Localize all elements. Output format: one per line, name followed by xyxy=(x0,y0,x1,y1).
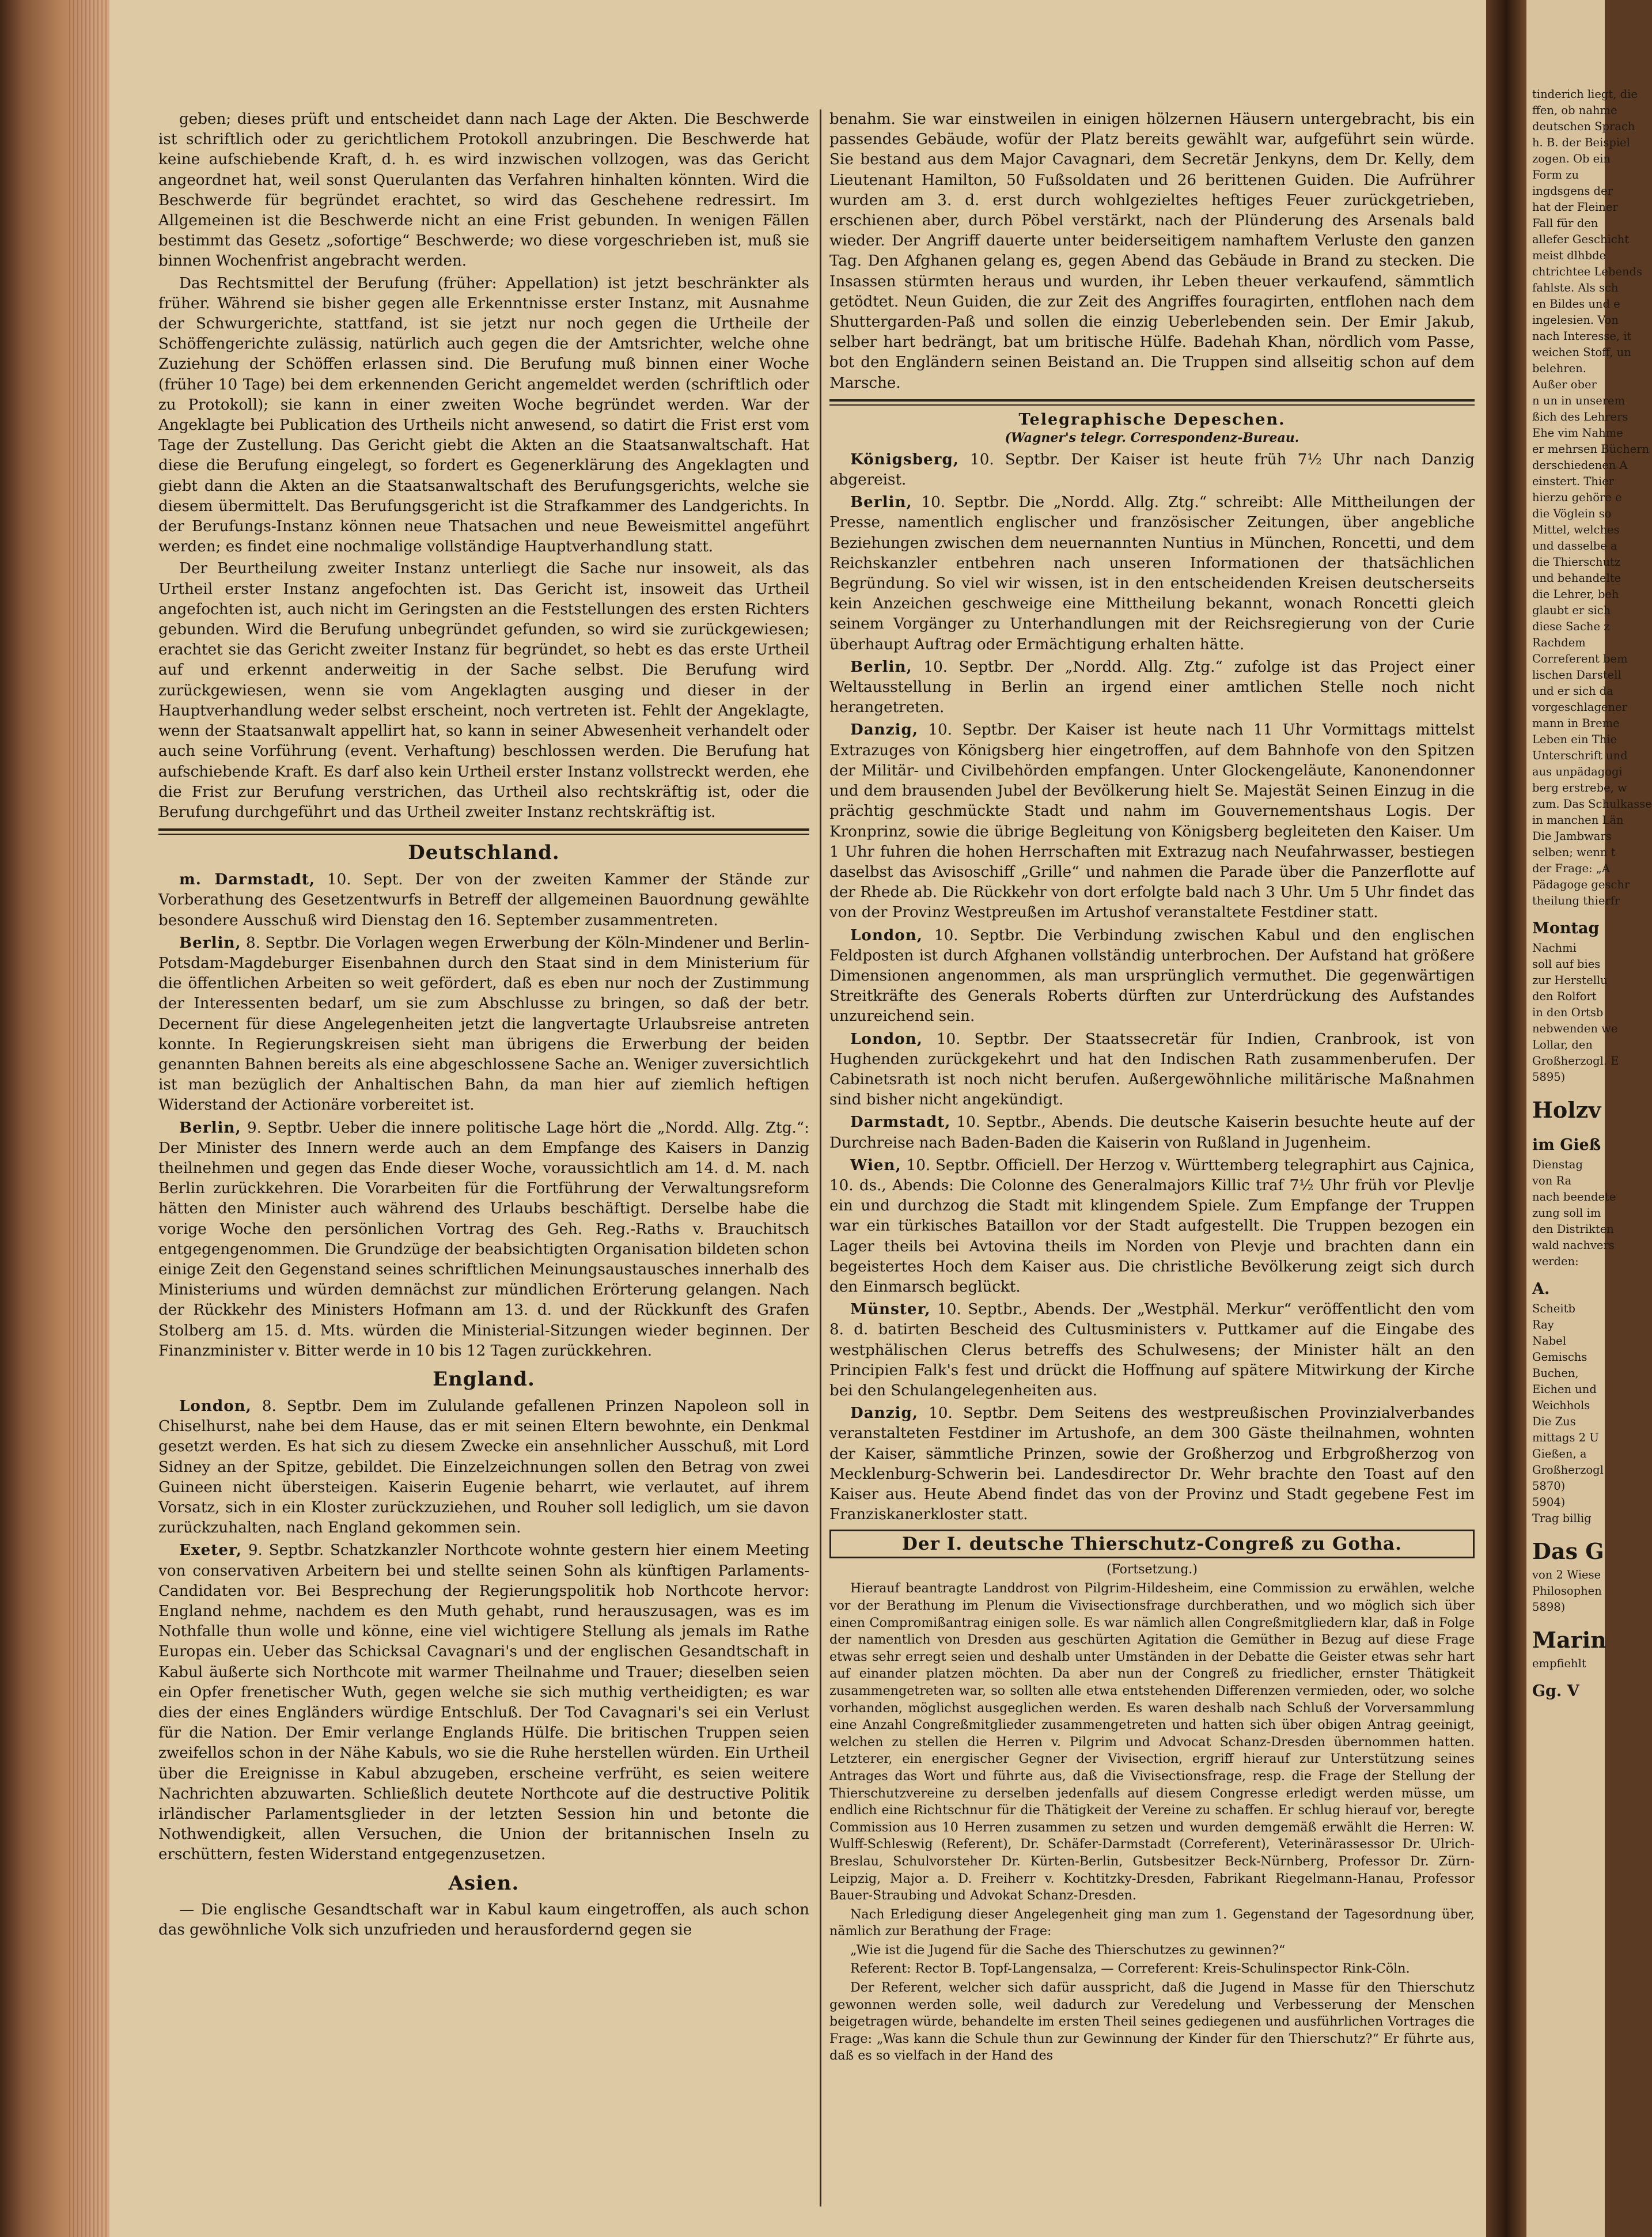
next-page-fragment: Großherzogl. E xyxy=(1532,1054,1619,1068)
dateline: London, xyxy=(179,1396,252,1415)
next-page-fragment: Großherzogl xyxy=(1532,1463,1604,1477)
next-page-fragment: hat der Fleiner xyxy=(1532,200,1618,214)
next-page-fragment: 5870) xyxy=(1532,1479,1566,1493)
next-page-fragment: Eichen und xyxy=(1532,1383,1597,1396)
next-page-fragment: Philosophen xyxy=(1532,1584,1602,1598)
news-item xyxy=(829,1029,1475,1111)
news-item xyxy=(158,1396,809,1538)
next-page-fragment: den Rolfort xyxy=(1532,990,1597,1003)
news-item xyxy=(158,1540,809,1865)
news-text: 10. Septbr. Der „Nordd. Allg. Ztg.“ zufolge ist das Project einer Weltausstellung in Berlin an irgend einer amtlichen Stelle noch nicht herangetreten. xyxy=(829,658,1475,717)
paragraph: Das Rechtsmittel der Berufung (früher: Appellation) ist jetzt beschränkter als früher. Während sie bisher gegen alle Erkenntnisse erster Instanz, mit Ausnahme der Schwurgerichte, stattfand, ist sie jetzt nur noch gegen die Urtheile der Schöffengerichte zulässig, natürlich auch gegen die der Amtsrichter, welche ohne Zuziehung der Schöffen erlassen sind. Die Berufung muß binnen einer Woche (früher 10 Tage) bei dem erkennenden Gericht angemeldet werden (schriftlich oder zu Protokoll); sie kann in einer zweiten Woche begründet werden. War der Angeklagte bei Publication des Urtheils nicht anwesend, so datirt die Frist erst vom Tage der Zustellung. Das Gericht giebt die Akten an die Staatsanwaltschaft. Hat diese die Berufung eingelegt, so fordert es Gegenerklärung des Angeklagten und giebt dann die Akten an die Staatsanwaltschaft des Berufungsgerichts, welche sie diesem übermittelt. Das Berufungsgericht ist die Strafkammer des Landgerichts. In der Berufungs-Instanz können neue Thatsachen und neue Beweismittel angeführt werden; es findet eine nochmalige vollständige Hauptverhandlung statt. xyxy=(158,274,809,556)
next-page-fragment: von Ra xyxy=(1532,1174,1572,1187)
next-page-fragment: Form zu xyxy=(1532,168,1579,181)
news-item xyxy=(829,1112,1475,1153)
telegraph-dispatches xyxy=(829,449,1475,1526)
next-page-fragment: Das G xyxy=(1532,1538,1604,1564)
next-page-fragment: A. xyxy=(1532,1280,1550,1298)
news-text: 10. Septbr. Officiell. Der Herzog v. Württemberg telegraphirt aus Cajnica, 10. ds., Abends: Die Colonne des Generalmajors Killic traf 7½ Uhr früh vor Plevlje ein und durchzog die Stadt mit klingendem Spiele. Zum Empfange der Truppen war ein türkisches Bataillon vor der Stadt aufgestellt. Die Truppen bezogen ein Lager theils bei Avtovina theils im Norden von Plevje und brachten dann ein begeistertes Hoch dem Kaiser aus. Die christliche Bevölkerung zeigt sich durch den Einmarsch beglückt. xyxy=(829,1156,1475,1296)
next-page-fragment: Marin xyxy=(1532,1627,1606,1653)
next-page-fragment: Die Zus xyxy=(1532,1415,1576,1428)
next-page-fragment: Montag xyxy=(1532,919,1600,937)
next-page-fragment: chtrichtee Lebends xyxy=(1532,265,1643,278)
next-page-fragment: mittags 2 U xyxy=(1532,1431,1599,1444)
next-page-fragment: er mehrsen Büchern xyxy=(1532,442,1650,456)
next-page-fragment: nebwenden we xyxy=(1532,1022,1618,1035)
next-page-fragment: nach Interesse, it xyxy=(1532,330,1632,343)
next-page-fragment: und er sich da xyxy=(1532,684,1613,698)
deutschland-news xyxy=(158,869,809,1361)
news-item xyxy=(829,720,1475,923)
news-text: 10. Septbr. Der Kaiser ist heute nach 11 Uhr Vormittags mittelst Extrazuges von Königsberg hier eingetroffen, auf dem Bahnhofe von den Spitzen der Militär- und Civilbehörden empfangen. Unter Glockengeläute, Kanonendonner und dem brausenden Jubel der Bevölkerung hielt Se. Majestät Seinen Einzug in die prächtig geschmückte Stadt und nahm im Gouvernementshaus Logis. Der Kronprinz, sowie die übrige Begleitung von Königsberg begleiteten den Kaiser. Um 1 Uhr fuhren die hohen Herrschaften mit Extrazug nach Neufahrwasser, bestiegen daselbst das Avisoschiff „Grille“ und nahmen die Parade über die Panzerflotte auf der Rhede ab. Die Rückkehr von dort erfolgte bald nach 3 Uhr. Um 5 Uhr findet das von der Provinz Westpreußen im Artushof veranstaltete Festdiner statt. xyxy=(829,721,1475,922)
next-page-fragment: Weichhols xyxy=(1532,1399,1590,1412)
next-page-fragment: werden: xyxy=(1532,1255,1579,1268)
section-rule xyxy=(158,828,809,835)
paragraph: Der Referent, welcher sich dafür ausspricht, daß die Jugend in Masse für den Thierschutz gewonnen werden solle, weil dadurch zur Veredelung und Verbesserung der Menschen beigetragen würde, behandelte im ersten Theil seines gediegenen und ausführlichen Vortrages die Frage: „Was kann die Schule thun zur Gewinnung der Kinder für den Thierschutz?“ Er führte aus, daß es so vielfach in der Hand des xyxy=(829,1980,1475,2064)
telegraph-subheading: (Wagner's telegr. Correspondenz-Bureau. xyxy=(1005,430,1299,445)
next-page-fragment: soll auf bies xyxy=(1532,957,1601,971)
news-text: 10. Septbr. Die Verbindung zwischen Kabul und den englischen Feldposten ist durch Afghanen vollständig unterbrochen. Der Aufstand hat größere Dimensionen angenommen, als man ursprünglich vermuthet. Die gegenwärtigen Streitkräfte des Generals Roberts dürften zur Unterdrückung des Aufstandes unzureichend sein. xyxy=(829,926,1475,1025)
next-page-fragment: theilung thierfr xyxy=(1532,894,1620,907)
next-page-fragment: zung soll im xyxy=(1532,1206,1601,1220)
dateline: London, xyxy=(850,926,923,944)
dateline: Berlin, xyxy=(179,1118,241,1137)
news-item xyxy=(829,1299,1475,1401)
next-page-fragment: 5904) xyxy=(1532,1496,1566,1509)
next-page-fragment: Gießen, a xyxy=(1532,1447,1587,1460)
next-page-fragment: Gemischs xyxy=(1532,1350,1587,1364)
next-page-fragment: Ehe vim Nahme xyxy=(1532,426,1623,440)
news-item xyxy=(158,933,809,1116)
asien-continuation: benahm. Sie war einstweilen in einigen hölzernen Häusern untergebracht, bis ein passendes Gebäude, wofür der Platz bereits gewählt war, aufgeführt sein würde. Sie bestand aus dem Major Cavagnari, dem Secretär Jenkyns, dem Dr. Kelly, dem Lieutenant Hamilton, 50 Fußsoldaten und 26 berittenen Guiden. Die Aufrührer wurden am 3. d. erst durch wohlgezieltes heftiges Feuer zurückgetrieben, erschienen aber, durch Pöbel verstärkt, nach der Plünderung des Arsenals bald wieder. Der Angriff dauerte unter beiderseitigem namhaftem Verluste den ganzen Tag. Den Afghanen gelang es, gegen Abend das Gebäude in Brand zu stecken. Die Insassen stürmten heraus und wurden, ihr Leben theuer verkaufend, sämmtlich getödtet. Neun Guiden, die zur Zeit des Angriffes fouragirten, entflohen nach dem Shuttergarden-Paß und sollen die einzig Ueberlebenden sein. Der Emir Jakub, selber hart bedrängt, bat um britische Hülfe. Badehah Khan, nördlich vom Passe, bot den Engländern seinen Beistand an. Die Truppen sind allseitig schon auf dem Marsche. xyxy=(829,111,1475,392)
next-page-fragment: Nabel xyxy=(1532,1334,1566,1348)
next-page-fragment: selben; wenn t xyxy=(1532,846,1616,859)
next-page-fragment: in manchen Län xyxy=(1532,813,1624,827)
next-page-fragment: Trag billig xyxy=(1532,1512,1592,1525)
section-rule xyxy=(829,399,1475,406)
next-page-fragment: zur Herstellu xyxy=(1532,974,1608,987)
next-page-fragment: allefer Geschicht xyxy=(1532,233,1630,246)
next-page-fragment: wald nachvers xyxy=(1532,1239,1615,1252)
next-page-fragment: einstert. Thier xyxy=(1532,475,1614,488)
dateline: Wien, xyxy=(850,1156,901,1174)
next-page-fragment: lischen Darstell xyxy=(1532,668,1621,682)
news-text: 10. Septbr. Dem Seitens des westpreußischen Provinzialverbandes veranstalteten Festdiner im Artushofe, an dem 300 Gäste theilnahmen, wohnten der Kaiser, sämmtliche Prinzen, sowie der Großherzog und Erbgroßherzog von Mecklenburg-Schwerin bei. Landesdirector Dr. Wehr brachte den Toast auf den Kaiser aus. Heute Abend findet das von der Provinz und Stadt gegebene Fest im Franziskanerkloster statt. xyxy=(829,1405,1475,1524)
next-page-fragment: und behandelte xyxy=(1532,571,1621,585)
next-page-fragment: meist dlhbde xyxy=(1532,249,1606,262)
law-article-continuation xyxy=(158,109,809,823)
news-text: 10. Sept. Der von der zweiten Kammer der Stände zur Vorberathung des Gesetzentwurfs in Betreff der allgemeinen Bauordnung gewählte besondere Ausschuß wird Dienstag den 16. September zusammentreten. xyxy=(158,871,809,929)
news-text: 9. Septbr. Schatzkanzler Northcote wohnte gestern hier einem Meeting von conservativen Arbeitern bei und stellte seinen Sohn als künftigen Parlaments-Candidaten vor. Bei Besprechung der Regierungspolitik hob Northcote hervor: England nehme, nachdem es den Muth gehabt, rund herauszusagen, was es im Nothfalle thun wolle und könne, eine viel wichtigere Stellung als jemals im Rathe Europas ein. Ueber das Schicksal Cavagnari's und der englischen Gesandtschaft in Kabul äußerte sich Northcote mit warmer Theilnahme und Trauer; dieselben seien ein Opfer frenetischer Wuth, gegen welche sie sich muthig vertheidigten; es war dies der eines Engländers würdige Entschluß. Der Tod Cavagnari's sei ein Verlust für die Nation. Der Emir verlange Englands Hülfe. Die britischen Truppen seien zweifellos schon in der Nähe Kabuls, wo sie die Ruhe herstellen würden. Ein Urtheil über die Ereignisse in Kabul abzugeben, erscheine verfrüht, es seien weitere Nachrichten abzuwarten. Schließlich deutete Northcote auf die destructive Politik irländischer Parlamentsglieder in der letzten Session hin und betonte die Nothwendigkeit, allen Versuchen, die Union der britannischen Inseln zu erschüttern, festen Widerstand entgegenzusetzen. xyxy=(158,1542,809,1864)
section-heading-deutschland: Deutschland. xyxy=(408,841,560,865)
continuation-note: (Fortsetzung.) xyxy=(1107,1562,1198,1577)
section-heading-england: England. xyxy=(433,1367,535,1391)
next-page-fragment: zum. Das Schulkasse xyxy=(1532,797,1652,811)
next-page-fragment: der Frage: „A xyxy=(1532,862,1610,875)
dateline: Exeter, xyxy=(179,1541,242,1560)
next-page-fragment: Rachdem xyxy=(1532,636,1586,649)
next-page-fragment: ßich des Lehrers xyxy=(1532,410,1628,423)
next-page-fragment: Holzv xyxy=(1532,1097,1601,1123)
next-page-fragment: zogen. Ob ein xyxy=(1532,152,1611,165)
next-page-edge xyxy=(1526,0,1652,2237)
next-page-fragment: Mittel, welches xyxy=(1532,523,1620,536)
paragraph: Nach Erledigung dieser Angelegenheit ging man zum 1. Gegenstand der Tagesordnung über, nämlich zur Berathung der Frage: xyxy=(829,1906,1475,1939)
next-page-fragment: den Distrikten xyxy=(1532,1222,1614,1236)
news-text: 10. Septbr., Abends. Die deutsche Kaiserin besuchte heute auf der Durchreise nach Baden-Baden die Kaiserin von Rußland in Jugenheim. xyxy=(829,1114,1475,1152)
next-page-fragment: ingelesien. Von xyxy=(1532,313,1619,327)
news-text: 8. Septbr. Die Vorlagen wegen Erwerbung der Köln-Mindener und Berlin-Potsdam-Magdeburger Eisenbahnen durch den Staat sind in dem Ministerium für die öffentlichen Arbeiten so weit gefördert, daß es eben nur noch der Zustimmung der Interessenten bedarf, um sie zum Abschlusse zu bringen, so daß der betr. Decernent für diese Angelegenheiten jetzt die langvertagte Urlaubsreise antreten konnte. In Regierungskreisen sieht man übrigens die Erwerbung der beiden genannten Bahnen bereits als eine abgeschlossene Sache an. Weniger zuversichtlich ist man bezüglich der Anhaltischen Bahn, da man hier auf ziemlich heftigen Widerstand der Actionäre vorbereitet ist. xyxy=(158,934,809,1114)
news-text: 10. Septbr. Der Staatssecretär für Indien, Cranbrook, ist von Hughenden zurückgekehrt und hat den Indischen Rath zusammenberufen. Der Cabinetsrath ist noch nicht berufen. Außergewöhnliche militärische Maßnahmen sind bisher nicht angekündigt. xyxy=(829,1030,1475,1109)
paragraph: Hierauf beantragte Landdrost von Pilgrim-Hildesheim, eine Commission zu erwählen, welche vor der Berathung im Plenum die Vivisectionsfrage durchberathen, und wo möglich sich über einen Compromißantrag einigen solle. Es war nämlich allen Congreßmitgliedern klar, daß in Folge der namentlich von Dresden aus geschürten Agitation die Gemüther in Bezug auf diese Frage etwas sehr erregt seien und deshalb unter Umständen in der Debatte die Geister etwas sehr hart auf einander platzen möchten. Da aber nun der Congreß zu friedlicher, ernster Thätigkeit zusammengetreten war, so sollten alle etwa entstehenden Differenzen vermieden, oder, wo solche vorhanden, möglichst ausgeglichen werden. Es waren deshalb nach Schluß der Vorversammlung eine Anzahl Congreßmitglieder zusammengetreten und hatten sich über obigen Antrag geeinigt, welchen zu stellen die Herren v. Pilgrim und Advocat Schanz-Dresden übernommen hatten. Letzterer, ein energischer Gegner der Vivisection, ergriff hierauf zur Unterstützung seines Antrages das Wort und führte aus, daß die Vivisectionsfrage, resp. die Frage der Stellung der Thierschutzvereine zu derselben jedenfalls auf diesem Congresse erledigt werden müsse, um endlich eine Richtschnur für die Thätigkeit der Vereine zu schaffen. Er schlug hierauf vor, beregte Commission aus 10 Herren zusammen zu setzen und wurden demgemäß erwählt die Herren: W. Wulff-Schleswig (Referent), Dr. Schäfer-Darmstadt (Correferent), Veterinärassessor Dr. Ulrich-Breslau, Schulvorsteher Dr. Kürten-Berlin, Gutsbesitzer Beck-Nürnberg, Professor Dr. Zürn-Leipzig, Major a. D. Freiherr v. Kochtitzky-Dresden, Fabrikant Riegelmann-Hanau, Professor Bauer-Straubing und Advokat Schanz-Dresden. xyxy=(829,1581,1475,1903)
column-rule xyxy=(820,109,821,2206)
next-page-fragment: im Gieß xyxy=(1532,1136,1601,1154)
dateline: Danzig, xyxy=(850,1404,918,1422)
next-page-fragment: von 2 Wiese xyxy=(1532,1568,1601,1581)
next-page-fragment: Leben ein Thie xyxy=(1532,733,1617,746)
next-page-fragment: aus unpädagogi xyxy=(1532,765,1623,778)
news-item xyxy=(829,657,1475,718)
next-page-fragment: 5898) xyxy=(1532,1600,1566,1614)
next-page-fragment: die Thierschutz xyxy=(1532,555,1621,569)
next-page-fragment: derschiedenen A xyxy=(1532,459,1628,472)
dateline: London, xyxy=(850,1029,923,1048)
next-page-fragment: nach beendete xyxy=(1532,1190,1616,1203)
next-page-fragment: Lollar, den xyxy=(1532,1038,1593,1051)
dateline: Danzig, xyxy=(850,721,918,739)
news-item xyxy=(829,449,1475,490)
next-page-fragment: Fall für den xyxy=(1532,217,1598,230)
news-text: 8. Septbr. Dem im Zululande gefallenen Prinzen Napoleon soll in Chiselhurst, nahe bei dem Hause, das er mit seinen Eltern bewohnte, ein Denkmal gesetzt werden. Es hat sich zu diesem Zwecke ein ansehnlicher Ausschuß, mit Lord Sidney an der Spitze, gebildet. Die Einzelzeichnungen sollen den Betrag von zwei Guineen nicht übersteigen. Kaiserin Eugenie beharrt, wie verlautet, auf ihrem Vorsatz, sich in ein Kloster zurückzuziehen, und Rouher soll lediglich, um sie davon zurückzuhalten, nach England gekommen sein. xyxy=(158,1397,809,1537)
next-page-fragment: berg erstrebe, w xyxy=(1532,781,1627,794)
next-page-fragment: vorgeschlagener xyxy=(1532,701,1627,714)
next-page-fragment: hierzu gehöre e xyxy=(1532,491,1622,504)
next-page-fragment: ingdsgens der xyxy=(1532,184,1613,198)
next-page-fragment: belehren. xyxy=(1532,362,1586,375)
next-page-fragment: glaubt er sich xyxy=(1532,604,1611,617)
asien-text: — Die englische Gesandtschaft war in Kabul kaum eingetroffen, als auch schon das gewöhnliche Volk sich unzufrieden und herausfordernd gegen sie xyxy=(158,1901,809,1939)
dateline: Königsberg, xyxy=(850,450,959,468)
next-page-fragment: Die Jambwars xyxy=(1532,830,1612,843)
telegraph-heading: Telegraphische Depeschen. xyxy=(1018,410,1286,429)
next-page-fragment: Pädagoge geschr xyxy=(1532,878,1630,891)
next-page-fragment: Ray xyxy=(1532,1318,1554,1331)
paragraph: Der Beurtheilung zweiter Instanz unterliegt die Sache nur insoweit, als das Urtheil erster Instanz angefochten ist. Das Gericht ist, insoweit das Urtheil angefochten ist, auch nicht im Geringsten an die Feststellungen des ersten Richters gebunden. Wird die Berufung unbegründet gefunden, so wird sie zurückgewiesen; erachtet sie das Gericht zweiter Instanz für begründet, so hebt es das erste Urtheil auf und erkennt anderweitig in der Sache selbst. Die Berufung wird zurückgewiesen, wenn sie vom Angeklagten ausging und dieser in der Hauptverhandlung weder selbst erscheint, noch vertreten ist. Fehlt der Angeklagte, wenn der Staatsanwalt appellirt hat, so kann in seiner Abwesenheit verhandelt oder auch seine Vorführung (event. Verhaftung) beschlossen werden. Die Berufung hat aufschiebende Kraft. Es darf also kein Urtheil erster Instanz vollstreckt werden, ehe die Frist zur Berufung verstrichen, das Urtheil also rechtskräftig ist, oder die Berufung durchgeführt und das Urtheil zweiter Instanz rechtskräftig ist. xyxy=(158,560,809,821)
next-page-fragment: Scheitb xyxy=(1532,1302,1575,1315)
news-item xyxy=(158,869,809,931)
news-text: 9. Septbr. Ueber die innere politische Lage hört die „Nordd. Allg. Ztg.“: Der Minister des Innern werde auch an dem Empfange des Kaisers in Danzig theilnehmen und gegen das Ende dieser Woche, voraussichtlich am 14. d. M. nach Berlin zurückkehren. Die Vorarbeiten für die Fortführung der Verwaltungsreform hätten den Minister auch während des Urlaubs beschäftigt. Derselbe habe die vorige Woche den persönlichen Vortrag des Geh. Reg.-Raths v. Brauchitsch entgegengenommen. Die Grundzüge der beabsichtigten Organisation bildeten schon einige Zeit den Gegenstand seines schriftlichen Meinungsaustausches innerhalb des Ministeriums und würden demnächst zur mündlichen Erörterung gelangen. Nach der Rückkehr des Ministers Hofmann am 13. d. und der Rückkunft des Grafen Stolberg am 15. d. Mts. würden die Ministerial-Sitzungen wieder beginnen. Der Finanzminister v. Bitter werde in 10 bis 12 Tagen zurückkehren. xyxy=(158,1119,809,1360)
next-page-fragment: die Vöglein so xyxy=(1532,507,1612,520)
next-page-fragment: Correferent bem xyxy=(1532,652,1628,665)
paragraph: „Wie ist die Jugend für die Sache des Thierschutzes zu gewinnen?“ xyxy=(850,1942,1286,1958)
next-page-fragment: Unterschrift und xyxy=(1532,749,1628,762)
dateline: Darmstadt, xyxy=(850,1113,951,1131)
next-page-fragment: diese Sache z xyxy=(1532,620,1610,633)
news-item xyxy=(158,1118,809,1361)
column-right xyxy=(829,109,1475,2205)
news-item xyxy=(829,492,1475,655)
congress-heading: Der I. deutsche Thierschutz-Congreß zu Gotha. xyxy=(829,1530,1475,1558)
england-news xyxy=(158,1396,809,1865)
next-page-fragment: weichen Stoff, un xyxy=(1532,346,1631,359)
news-item xyxy=(829,1155,1475,1297)
congress-article xyxy=(829,1580,1475,2065)
dateline: Berlin, xyxy=(850,657,912,676)
news-text: 10. Septbr. Der Kaiser ist heute früh 7½ Uhr nach Danzig abgereist. xyxy=(829,451,1475,489)
news-item xyxy=(829,1403,1475,1525)
next-page-fragment: tinderich liegt, die xyxy=(1532,88,1638,101)
next-page-fragment: Dienstag xyxy=(1532,1158,1583,1171)
binding-gutter xyxy=(1486,0,1526,2237)
paragraph: geben; dieses prüft und entscheidet dann nach Lage der Akten. Die Beschwerde ist schriftlich oder zu gerichtlichem Protokoll anzubringen. Die Beschwerde hat keine aufschiebende Kraft, d. h. es wird inzwischen vollzogen, was das Gericht angeordnet hat, weil sonst Querulanten das Verfahren hinhalten könnten. Wird die Beschwerde für begründet erachtet, so wird das Geschehene redressirt. Im Allgemeinen ist die Beschwerde nicht an eine Frist gebunden. In wenigen Fällen bestimmt das Gesetz „sofortige“ Beschwerde; wo diese vorgeschrieben ist, muß sie binnen Wochenfrist angebracht werden. xyxy=(158,111,809,270)
next-page-fragment: n un in unserem xyxy=(1532,394,1626,407)
paragraph: Referent: Rector B. Topf-Langensalza, — Correferent: Kreis-Schulinspector Rink-Cöln. xyxy=(850,1961,1410,1977)
section-heading-asien: Asien. xyxy=(448,1871,520,1895)
next-page-fragment: en Bildes und e xyxy=(1532,297,1620,311)
dateline: Berlin, xyxy=(179,933,241,952)
next-page-fragment: Buchen, xyxy=(1532,1367,1579,1380)
dateline: Berlin, xyxy=(850,493,912,512)
next-page-fragment: 5895) xyxy=(1532,1070,1566,1084)
dateline: Münster, xyxy=(850,1300,931,1319)
next-page-fragment: und dasselbe a xyxy=(1532,539,1617,552)
next-page-fragment: deutschen Sprach xyxy=(1532,120,1635,133)
next-page-fragment: fahlste. Als sch xyxy=(1532,281,1619,294)
next-page-fragment: empfiehlt xyxy=(1532,1657,1586,1670)
next-page-fragment: mann in Breme xyxy=(1532,717,1620,730)
next-page-fragment: Gg. V xyxy=(1532,1682,1579,1700)
next-page-fragment: h. B. der Beispiel xyxy=(1532,136,1630,149)
next-page-fragment: ffen, ob nahme xyxy=(1532,104,1617,117)
next-page-fragment: Nachmi xyxy=(1532,941,1577,955)
page-edges xyxy=(69,0,109,2237)
news-text: 10. Septbr. Die „Nordd. Allg. Ztg.“ schreibt: Alle Mittheilungen der Presse, namentlich englischer und französischer Zeitungen, über angebliche Beziehungen zwischen dem neuernannten Nuntius in München, Roncetti, und dem Reichskanzler entbehren nach unseren Informationen der thatsächlichen Begründung. So viel wir wissen, ist in den entscheidenden Kreisen deutscherseits kein Anzeichen geschweige eine Mittheilung bekannt, wonach Roncetti gleich seinem Vorgänger zu Unterhandlungen mit der Reichsregierung von der Curie überhaupt Auftrag oder Ermächtigung erhalten hätte. xyxy=(829,494,1475,653)
next-page-fragment: in den Ortsb xyxy=(1532,1006,1604,1019)
next-page-fragment: die Lehrer, beh xyxy=(1532,588,1619,601)
next-page-fragment: Außer ober xyxy=(1532,378,1597,391)
news-item xyxy=(829,925,1475,1027)
dateline: m. Darmstadt, xyxy=(179,870,316,889)
column-left xyxy=(158,109,809,2205)
news-text: 10. Septbr., Abends. Der „Westphäl. Merkur“ veröffentlicht den vom 8. d. batirten Bescheid des Cultusministers v. Puttkamer auf die Eingabe des westphälischen Clerus betreffs des Schulwesens; der Minister hält an den Principien Falk's fest und drückt die Hoffnung auf spätere Mitwirkung der Kirche bei den Schulangelegenheiten aus. xyxy=(829,1301,1475,1399)
